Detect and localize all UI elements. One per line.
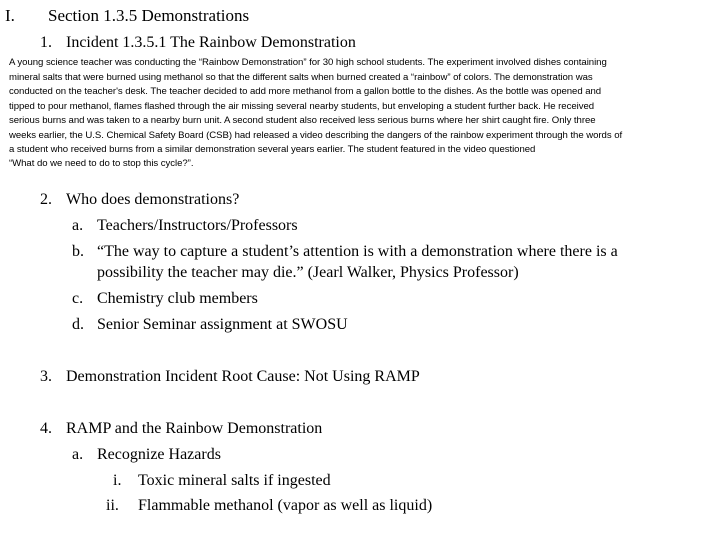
paragraph-line: “What do we need to do to stop this cycle?”. (9, 158, 194, 169)
incident-number: 1. (40, 34, 52, 51)
root-cause-number: 3. (40, 368, 52, 385)
paragraph-line: weeks earlier, the U.S. Chemical Safety Board (CSB) had released a video describing the dangers of the rainbow experiment through the words of (9, 130, 623, 141)
paragraph-line: conducted on the teacher's desk. The teacher decided to add more methanol from a gallon bottle to the dishes. As the bottle was opened and (9, 86, 602, 97)
section-title: Section 1.3.5 Demonstrations (48, 6, 250, 25)
ramp-number: 4. (40, 420, 52, 437)
list-marker: d. (72, 316, 84, 333)
list-item: Toxic mineral salts if ingested (138, 472, 331, 489)
list-item-continuation: possibility the teacher may die.” (Jearl Walker, Physics Professor) (97, 264, 519, 281)
list-marker: a. (72, 446, 84, 463)
paragraph-line: A young science teacher was conducting the “Rainbow Demonstration” for 30 high school students. The experiment involved dishes containing (9, 57, 607, 68)
list-marker: c. (72, 290, 84, 307)
paragraph-line: serious burns and was taken to a nearby burn unit. A second student also received less serious burns where her shirt caught fire. Only three (9, 115, 596, 126)
root-cause-title: Demonstration Incident Root Cause: Not Using RAMP (66, 368, 420, 385)
list-marker: b. (72, 243, 84, 260)
incident-title: Incident 1.3.5.1 The Rainbow Demonstration (66, 34, 356, 51)
list-item: Recognize Hazards (97, 446, 221, 463)
list-item: “The way to capture a student’s attention is with a demonstration where there is a (97, 243, 618, 260)
paragraph-line: mineral salts that were burned using methanol so that the different salts when burned created a “rainbow” of colors. The demonstration was (9, 72, 593, 83)
who-number: 2. (40, 191, 52, 208)
paragraph-line: a student who received burns from a similar demonstration several years earlier. The student featured in the video questioned (9, 144, 536, 155)
list-item: Teachers/Instructors/Professors (97, 217, 298, 234)
paragraph-line: tipped to pour methanol, flames flashed through the air missing several nearby students, but enveloping a student further back. He received (9, 101, 595, 112)
list-item: Senior Seminar assignment at SWOSU (97, 316, 348, 333)
ramp-title: RAMP and the Rainbow Demonstration (66, 420, 323, 437)
who-title: Who does demonstrations? (66, 191, 240, 208)
list-marker: a. (72, 217, 84, 234)
list-item: Flammable methanol (vapor as well as liquid) (138, 497, 433, 514)
list-item: Chemistry club members (97, 290, 258, 307)
section-numeral: I. (5, 6, 15, 25)
roman-marker: ii. (106, 497, 119, 514)
roman-marker: i. (113, 472, 122, 489)
